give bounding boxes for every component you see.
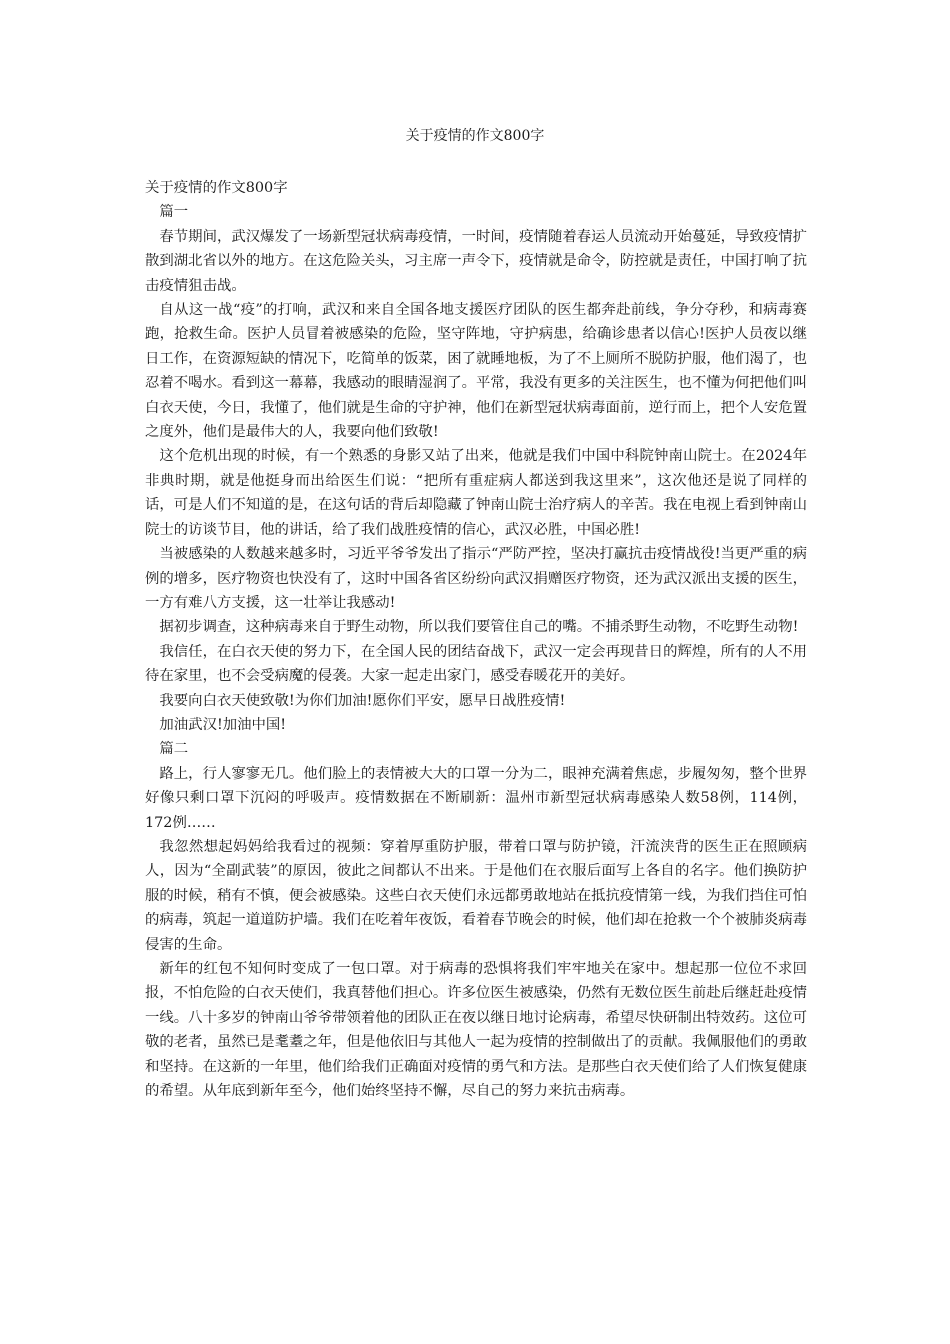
paragraph: 据初步调查，这种病毒来自于野生动物，所以我们要管住自己的嘴。不捕杀野生动物，不吃野生动物! <box>159 619 799 636</box>
paragraph: 路上，行人寥寥无几。他们脸上的表情被大大的口罩一分为二，眼神充满着焦虑，步履匆匆，整个世界好像只剩口罩下沉闷的呼吸声。疫情数据在不断刷新：温州市新型冠状病毒感染人数58例，114例，172例…… <box>145 765 807 831</box>
paragraph: 我忽然想起妈妈给我看过的视频：穿着厚重防护服，带着口罩与防护镜，汗流浃背的医生正在照顾病人，因为“全副武装”的原因，彼此之间都认不出来。于是他们在衣服后面写上各自的名字。他们换防护服的时候，稍有不慎，便会被感染。这些白衣天使们永远都勇敢地站在抵抗疫情第一线，为我们挡住可怕的病毒，筑起一道道防护墙。我们在吃着年夜饭，看着春节晚会的时候，他们却在抢救一个个被肺炎病毒侵害的生命。 <box>145 838 807 953</box>
paragraph: 自从这一战“疫”的打响，武汉和来自全国各地支援医疗团队的医生都奔赴前线，争分夺秒，和病毒赛跑，抢救生命。医护人员冒着被感染的危险，坚守阵地，守护病患，给确诊患者以信心!医护人员夜以继日工作，在资源短缺的情况下，吃简单的饭菜，困了就睡地板，为了不上厕所不脱防护服，他们渴了，也忍着不喝水。看到这一幕幕，我感动的眼睛湿润了。平常，我没有更多的关注医生，也不懂为何把他们叫白衣天使，今日，我懂了，他们就是生命的守护神，他们在新型冠状病毒面前，逆行而上，把个人安危置之度外，他们是最伟大的人，我要向他们致敬! <box>145 302 807 441</box>
paragraph: 我要向白衣天使致敬!为你们加油!愿你们平安，愿早日战胜疫情! <box>159 692 566 709</box>
paragraph: 这个危机出现的时候，有一个熟悉的身影又站了出来，他就是我们中国中科院钟南山院士。在2024年非典时期，就是他挺身而出给医生们说：“把所有重症病人都送到我这里来”，这次他还是说了同样的话，可是人们不知道的是，在这句话的背后却隐藏了钟南山院士治疗病人的辛苦。我在电视上看到钟南山院士的访谈节目，他的讲话，给了我们战胜疫情的信心，武汉必胜，中国必胜! <box>145 448 807 538</box>
section-heading-1: 篇一 <box>159 204 189 221</box>
paragraph: 加油武汉!加油中国! <box>159 716 287 733</box>
document-title: 关于疫情的作文800字 <box>405 128 545 144</box>
section-heading-2: 篇二 <box>159 741 189 758</box>
paragraph: 当被感染的人数越来越多时，习近平爷爷发出了指示“严防严控，坚决打赢抗击疫情战役!当更严重的病例的增多，医疗物资也快没有了，这时中国各省区纷纷向武汉捐赠医疗物资，还为武汉派出支援的医生，一方有难八方支援，这一壮举让我感动! <box>145 546 807 611</box>
document-body <box>145 176 807 1103</box>
paragraph: 春节期间，武汉爆发了一场新型冠状病毒疫情，一时间，疫情随着春运人员流动开始蔓延，导致疫情扩散到湖北省以外的地方。在这危险关头，习主席一声令下，疫情就是命令，防控就是责任，中国打响了抗击疫情狙击战。 <box>145 228 807 294</box>
paragraph: 新年的红包不知何时变成了一包口罩。对于病毒的恐惧将我们牢牢地关在家中。想起那一位位不求回报，不怕危险的白衣天使们，我真替他们担心。许多位医生被感染，仍然有无数位医生前赴后继赶赴疫情一线。八十多岁的钟南山爷爷带领着他的团队正在夜以继日地讨论病毒，希望尽快研制出特效药。这位可敬的老者，虽然已是耄耋之年，但是他依旧与其他人一起为疫情的控制做出了的贡献。我佩服他们的勇敢和坚持。在这新的一年里，他们给我们正确面对疫情的勇气和方法。是那些白衣天使们给了人们恢复健康的希望。从年底到新年至今，他们始终坚持不懈，尽自己的努力来抗击病毒。 <box>145 961 807 1100</box>
paragraph: 我信任，在白衣天使的努力下，在全国人民的团结奋战下，武汉一定会再现昔日的辉煌，所有的人不用待在家里，也不会受病魔的侵袭。大家一起走出家门，感受春暖花开的美好。 <box>145 643 807 685</box>
document-subtitle: 关于疫情的作文800字 <box>145 180 288 196</box>
